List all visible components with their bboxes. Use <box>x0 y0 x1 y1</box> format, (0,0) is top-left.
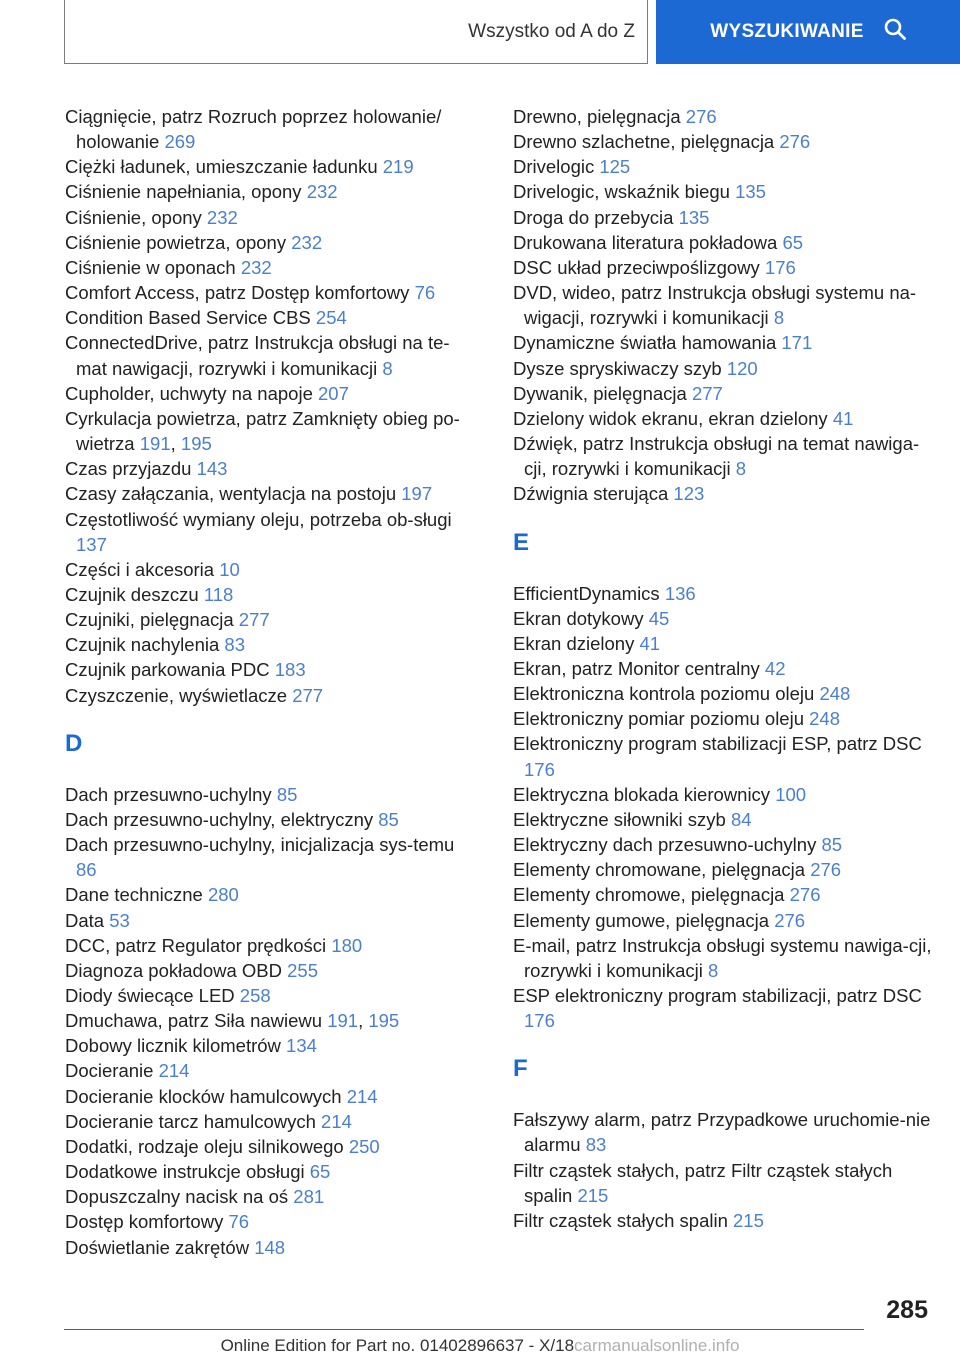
index-entry-text: Fałszywy alarm, patrz Przypadkowe uruchomie-​nie alarmu <box>513 1109 931 1156</box>
search-icon <box>884 18 906 46</box>
index-entry <box>513 230 933 255</box>
index-entry-text: Docieranie klocków hamulcowych <box>65 1085 342 1107</box>
index-entry-text: Elektryczne siłowniki szyb <box>513 808 726 830</box>
tab-a-to-z[interactable] <box>64 0 648 64</box>
page-reference-link[interactable]: 214 <box>158 1060 190 1082</box>
index-entry-text: Ciągnięcie, patrz Rozruch poprzez holowanie/​holowanie <box>65 106 442 153</box>
page-number: 285 <box>886 1296 928 1324</box>
index-entry <box>65 305 465 330</box>
index-entry-text: Ciśnienie w oponach <box>65 256 236 278</box>
index-entry-text: Dmuchawa, patrz Siła nawiewu <box>65 1010 323 1032</box>
index-entry-text: Elektroniczna kontrola poziomu oleju <box>513 683 815 705</box>
index-entry-text: Drewno, pielęgnacja <box>513 106 681 127</box>
index-entry <box>65 908 465 933</box>
page-reference-link[interactable]: 135 <box>735 181 766 203</box>
index-entry-text: Elektroniczny pomiar poziomu oleju <box>513 708 804 730</box>
page-reference-link[interactable]: 76 <box>228 1211 250 1233</box>
page-reference-link[interactable]: 254 <box>315 307 347 329</box>
page-reference-link[interactable]: 214 <box>321 1110 352 1132</box>
index-entry <box>65 807 465 832</box>
index-entry-text: Czujnik nachylenia <box>65 634 220 656</box>
page-reference-link[interactable]: 280 <box>207 884 239 906</box>
page-reference-link[interactable]: 232 <box>240 256 272 278</box>
index-entry-text: Dywanik, pielęgnacja <box>513 382 687 404</box>
index-entry-text: Data <box>65 909 105 931</box>
index-entry-text: Elementy gumowe, pielęgnacja <box>513 909 770 931</box>
index-entry <box>65 632 465 657</box>
page-reference-link[interactable]: 195 <box>180 433 212 455</box>
index-entry <box>513 1208 933 1233</box>
page-reference-link[interactable]: 85 <box>378 808 399 830</box>
index-entry-text: Dodatkowe instrukcje obsługi <box>65 1161 305 1183</box>
index-entry <box>65 1109 465 1134</box>
index-entry <box>513 882 933 907</box>
footer <box>0 1336 960 1362</box>
index-entry <box>65 154 465 179</box>
index-entry-text: ESP elektroniczny program stabilizacji, patrz DSC <box>513 985 922 1006</box>
index-entry <box>513 330 933 355</box>
index-entry-text: Dźwignia sterująca <box>513 483 669 505</box>
index-entry <box>513 381 933 406</box>
index-entry-text: Dynamiczne światła hamowania <box>513 332 777 354</box>
index-entry-text: Dach przesuwno-uchylny, inicjalizacja sys-​temu <box>65 834 455 856</box>
tab-a-to-z-label: Wszystko od A do Z <box>468 20 635 42</box>
index-entry-text: Czujniki, pielęgnacja <box>65 609 234 631</box>
index-entry <box>513 656 933 681</box>
page-reference-link[interactable]: 276 <box>779 131 811 153</box>
page-reference-link[interactable]: 8 <box>382 357 393 379</box>
page-reference-link[interactable]: 277 <box>292 684 324 706</box>
index-entry <box>513 104 933 129</box>
index-entry-text: Docieranie <box>65 1060 154 1082</box>
page-reference-link[interactable]: 277 <box>238 609 270 631</box>
page-reference-link[interactable]: 42 <box>764 657 786 679</box>
index-entry-text: DCC, patrz Regulator prędkości <box>65 934 327 956</box>
index-entry-text: Częstotliwość wymiany oleju, potrzeba ob-​sługi <box>65 508 452 530</box>
index-entry-text: Ekran dzielony <box>513 632 635 654</box>
index-entry-text: Ciśnienie, opony <box>65 206 202 228</box>
index-entry-text: Drewno szlachetne, pielęgnacja <box>513 131 775 153</box>
index-entry <box>65 481 465 506</box>
index-entry-text: Dzielony widok ekranu, ekran dzielony <box>513 407 828 429</box>
index-entry-text: Elementy chromowane, pielęgnacja <box>513 859 806 881</box>
index-entry-text: Czasy załączania, wentylacja na postoju <box>65 483 397 505</box>
footer-edition-text: Online Edition for Part no. 01402896637 - X/18 <box>220 1336 575 1355</box>
index-entry-text: DSC układ przeciwpoślizgowy <box>513 256 760 278</box>
index-entry <box>513 280 933 330</box>
index-entry <box>513 1107 933 1157</box>
index-entry <box>513 908 933 933</box>
page-reference-link[interactable]: 83 <box>224 634 245 656</box>
index-entry-text: Dobowy licznik kilometrów <box>65 1035 281 1057</box>
page-reference-link[interactable]: 125 <box>599 156 631 178</box>
index-entry <box>513 129 933 154</box>
index-entry <box>65 683 465 708</box>
page-reference-link[interactable]: 135 <box>678 206 710 228</box>
index-entry-text: Czas przyjazdu <box>65 458 192 480</box>
page-reference-link[interactable]: 76 <box>414 282 436 304</box>
index-entry <box>65 205 465 230</box>
page-reference-link[interactable]: 207 <box>318 382 349 404</box>
index-entry <box>65 179 465 204</box>
index-entry-text: Doświetlanie zakrętów <box>65 1236 250 1258</box>
page-reference-link[interactable]: 85 <box>821 834 843 856</box>
index-entry-text: Dane techniczne <box>65 884 203 906</box>
index-entry <box>65 1134 465 1159</box>
index-entry-text: Filtr cząstek stałych spalin <box>513 1209 728 1231</box>
page-reference-link[interactable]: 183 <box>274 659 306 681</box>
page-reference-link[interactable]: 123 <box>673 483 705 505</box>
index-entry-text: Elektroniczny program stabilizacji ESP, patrz DSC <box>513 733 922 755</box>
page-reference-link[interactable]: 45 <box>648 607 670 629</box>
index-entry-text: Droga do przebycia <box>513 206 674 228</box>
page-reference-link[interactable]: 136 <box>664 582 696 604</box>
index-entry <box>65 983 465 1008</box>
page-reference-link[interactable]: 250 <box>348 1135 380 1157</box>
index-entry-text: EfficientDynamics <box>513 582 660 604</box>
index-entry <box>513 706 933 731</box>
index-entry-text: Drivelogic <box>513 156 595 178</box>
page-reference-link[interactable]: 41 <box>832 407 854 429</box>
index-entry-text: DVD, wideo, patrz Instrukcja obsługi systemu na-​wigacji, rozrywki i komunikacji <box>513 282 917 329</box>
page-reference-link[interactable]: 269 <box>164 131 196 153</box>
index-column-right <box>513 104 933 1233</box>
index-entry <box>513 606 933 631</box>
index-entry-text: Cupholder, uchwyty na napoje <box>65 382 313 404</box>
index-entry <box>513 154 933 179</box>
index-entry <box>65 330 465 380</box>
index-entry-text: Comfort Access, patrz Dostęp komfortowy <box>65 282 410 304</box>
page-reference-link[interactable]: 10 <box>219 558 240 580</box>
index-entry <box>65 782 465 807</box>
index-entry <box>65 280 465 305</box>
index-column-left <box>65 104 465 1260</box>
page-reference-link[interactable]: 248 <box>819 683 851 705</box>
page-reference-link[interactable]: 118 <box>203 583 234 605</box>
index-entry-text: Dopuszczalny nacisk na oś <box>65 1186 289 1208</box>
index-entry <box>65 230 465 255</box>
section-letter: E <box>513 528 530 556</box>
index-entry <box>65 832 465 882</box>
index-entry-text: Cyrkulacja powietrza, patrz Zamknięty obieg po-​wietrza <box>65 407 460 455</box>
page-reference-link[interactable]: 215 <box>577 1184 609 1206</box>
index-entry-text: E-mail, patrz Instrukcja obsługi systemu nawiga-​cji, rozrywki i komunikacji <box>513 934 932 981</box>
page-reference-link[interactable]: 65 <box>782 231 804 253</box>
index-entry <box>65 104 465 154</box>
index-entry-text: Diody świecące LED <box>65 985 235 1006</box>
page-reference-link[interactable]: 148 <box>254 1236 286 1258</box>
index-entry <box>65 557 465 582</box>
index-entry-text: Dysze spryskiwaczy szyb <box>513 357 722 379</box>
page-reference-link[interactable]: 8 <box>773 307 785 329</box>
index-entry-text: Czujnik parkowania PDC <box>65 659 270 681</box>
page-reference-link[interactable]: 85 <box>276 783 298 805</box>
page-reference-link[interactable]: 171 <box>781 332 813 354</box>
index-entry-text: ConnectedDrive, patrz Instrukcja obsługi na te-​mat nawigacji, rozrywki i komunikacji <box>65 332 450 379</box>
index-entry-text: Docieranie tarcz hamulcowych <box>65 1110 316 1132</box>
index-entry <box>513 255 933 280</box>
index-entry <box>65 507 465 557</box>
page-reference-link[interactable]: 276 <box>774 909 806 931</box>
index-entry-text: Diagnoza pokładowa OBD <box>65 959 282 981</box>
page-reference-link[interactable]: 191 <box>139 433 171 455</box>
page-reference-link[interactable]: 258 <box>239 985 271 1006</box>
index-entry-text: Ekran dotykowy <box>513 607 644 629</box>
page-reference-link[interactable]: 219 <box>382 156 414 178</box>
page-reference-link[interactable]: 232 <box>306 181 338 203</box>
index-entry <box>65 607 465 632</box>
index-entry-text: Ciężki ładunek, umieszczanie ładunku <box>65 156 378 178</box>
index-entry-text: Elektryczny dach przesuwno-uchylny <box>513 834 817 856</box>
page-reference-link[interactable]: 214 <box>346 1085 378 1107</box>
page-reference-link[interactable]: 248 <box>809 708 841 730</box>
section-letter: F <box>513 1055 528 1083</box>
index-entry <box>65 381 465 406</box>
index-entry: Dmuchawa, patrz Siła nawiewu 191, 195 <box>65 1010 400 1032</box>
page-reference-link[interactable]: 86 <box>76 859 97 881</box>
page-reference-link[interactable]: 276 <box>685 106 717 127</box>
page-reference-link[interactable]: 232 <box>206 206 238 228</box>
page-reference-link[interactable]: 176 <box>524 1010 555 1032</box>
search-tab[interactable] <box>656 0 960 64</box>
index-entry <box>513 731 933 781</box>
index-entry <box>513 179 933 204</box>
index-entry-text: Condition Based Service CBS <box>65 307 311 329</box>
search-tab-label: WYSZUKIWANIE <box>710 21 864 42</box>
index-entry-text: Elementy chromowe, pielęgnacja <box>513 884 785 906</box>
index-entry <box>513 205 933 230</box>
page-reference-link[interactable]: 255 <box>287 959 319 981</box>
index-entry-text: Drivelogic, wskaźnik biegu <box>513 181 730 203</box>
index-entry-text: Ekran, patrz Monitor centralny <box>513 657 760 679</box>
page-reference-link[interactable]: 8 <box>735 458 747 480</box>
index-entry-text: Części i akcesoria <box>65 558 215 580</box>
index-entry-text: Czujnik deszczu <box>65 583 199 605</box>
page-reference-link[interactable]: 180 <box>331 934 363 956</box>
index-entry <box>513 631 933 656</box>
index-entry <box>513 933 933 983</box>
index-entry <box>513 782 933 807</box>
index-entry <box>513 857 933 882</box>
page-reference-link[interactable]: 281 <box>293 1186 325 1208</box>
index-entry-text: Dźwięk, patrz Instrukcja obsługi na temat nawiga-​cji, rozrywki i komunikacji <box>513 433 920 480</box>
index-entry-text: Dostęp komfortowy <box>65 1211 224 1233</box>
page-reference-link[interactable]: 176 <box>524 758 555 780</box>
page-reference-link[interactable]: 120 <box>726 357 758 379</box>
page-reference-link[interactable]: 176 <box>764 256 796 278</box>
page-reference-link[interactable]: 83 <box>585 1134 607 1156</box>
index-entry <box>65 1033 465 1058</box>
index-entry-text: Filtr cząstek stałych, patrz Filtr cząstek stałych spalin <box>513 1159 893 1206</box>
index-entry-text: Dodatki, rodzaje oleju silnikowego <box>65 1135 344 1157</box>
page-reference-link[interactable]: 276 <box>789 884 821 906</box>
page-reference-link[interactable]: 195 <box>368 1010 400 1032</box>
index-entry-text: Ciśnienie powietrza, opony <box>65 231 287 253</box>
page-reference-link[interactable]: 137 <box>76 533 107 555</box>
footer-watermark: carmanualsonline.info <box>574 1336 740 1355</box>
page-reference-link[interactable]: 65 <box>309 1161 331 1183</box>
index-entry-text: Czyszczenie, wyświetlacze <box>65 684 288 706</box>
index-entry <box>513 406 933 431</box>
index-entry <box>65 1209 465 1234</box>
index-entry <box>513 681 933 706</box>
index-entry <box>513 581 933 606</box>
index-entry <box>65 456 465 481</box>
page-reference-link[interactable]: 100 <box>775 783 807 805</box>
index-entry <box>513 832 933 857</box>
page-reference-link[interactable]: 215 <box>733 1209 764 1231</box>
index-entry <box>65 1084 465 1109</box>
index-entry <box>65 582 465 607</box>
index-entry <box>65 657 465 682</box>
index-entry-text: Dach przesuwno-uchylny, elektryczny <box>65 808 374 830</box>
index-entry <box>513 431 933 481</box>
index-entry: Cyrkulacja powietrza, patrz Zamknięty obieg po-​wietrza 191, 195 <box>65 407 460 455</box>
index-entry <box>513 983 933 1033</box>
index-entry-text: Drukowana literatura pokładowa <box>513 231 778 253</box>
page-reference-link[interactable]: 277 <box>691 382 723 404</box>
index-entry <box>65 882 465 907</box>
page-reference-link[interactable]: 197 <box>401 483 433 505</box>
page-reference-link[interactable]: 41 <box>639 632 661 654</box>
index-entry <box>65 1184 465 1209</box>
index-entry <box>65 1058 465 1083</box>
index-entry <box>65 255 465 280</box>
page-reference-link[interactable]: 53 <box>109 909 130 931</box>
page-reference-link[interactable]: 276 <box>810 859 842 881</box>
page-reference-link[interactable]: 8 <box>708 959 719 981</box>
page-reference-link[interactable]: 134 <box>286 1035 317 1057</box>
index-entry <box>65 1235 465 1260</box>
index-entry-text: Elektryczna blokada kierownicy <box>513 783 771 805</box>
index-entry <box>513 1158 933 1208</box>
index-entry <box>65 958 465 983</box>
section-letter: D <box>65 729 83 757</box>
index-entry <box>513 807 933 832</box>
footer-divider <box>64 1329 864 1330</box>
index-entry-text: Dach przesuwno-uchylny <box>65 783 272 805</box>
index-entry-text: Ciśnienie napełniania, opony <box>65 181 302 203</box>
page-reference-link[interactable]: 232 <box>291 231 323 253</box>
page-reference-link[interactable]: 143 <box>196 458 228 480</box>
index-entry <box>513 356 933 381</box>
index-entry <box>65 1159 465 1184</box>
page-reference-link[interactable]: 191 <box>327 1010 359 1032</box>
page-reference-link[interactable]: 84 <box>730 808 752 830</box>
index-entry <box>65 933 465 958</box>
index-entry <box>513 481 933 506</box>
